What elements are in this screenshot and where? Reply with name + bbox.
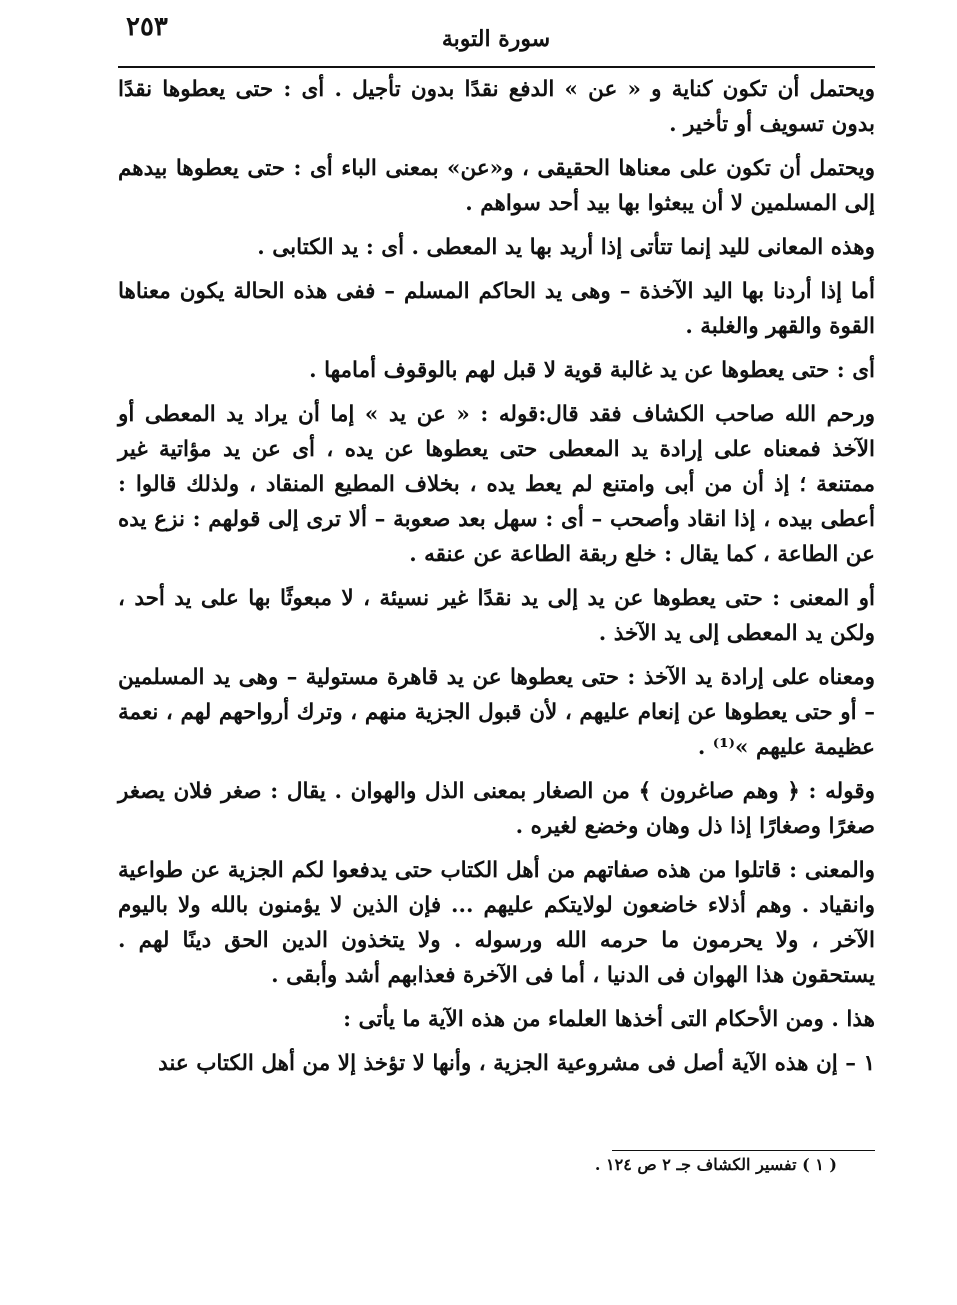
paragraph: ورحم الله صاحب الكشاف فقد قال:قوله : « عن يد » إما أن يراد يد المعطى أو الآخذ فمعناه على إرادة يد المعطى حتى يعطوها عن يده ، أى عن يد مؤاتية غير ممتنعة ؛ إذ أن من أبى وامتنع لم يعط يده ، بخلاف المطيع المنقاد ، ولذلك قالوا : أعطى بيده ، إذا انقاد وأصحب – أى : سهل بعد صعوبة – ألا ترى إلى قولهم : نزع يده عن الطاعة ، كما يقال : خلع ربقة الطاعة عن عنقه . <box>118 402 875 567</box>
paragraph: ١ – إن هذه الآية أصل فى مشروعية الجزية ، وأنها لا تؤخذ إلا من أهل الكتاب عند <box>158 1051 875 1076</box>
paragraph: ويحتمل أن تكون كناية و « عن » الدفع نقدًا بدون تأجيل . أى : حتى يعطوها نقدًا بدون تسويف أو تأخير . <box>118 77 875 137</box>
paragraph: هذا . ومن الأحكام التى أخذها العلماء من هذه الآية ما يأتى : <box>343 1007 875 1032</box>
footnote: ( ١ ) تفسير الكشاف جـ ٢ ص ١٢٤ . <box>594 1155 837 1174</box>
paragraph: أما إذا أردنا بها اليد الآخذة – وهى يد الحاكم المسلم – ففى هذه الحالة يكون معناها القوة والقهر والغلبة . <box>118 279 875 339</box>
body-text <box>118 72 875 1090</box>
paragraph: وهذه المعانى لليد إنما تتأتى إذا أريد بها يد المعطى . أى : يد الكتابى . <box>257 235 875 260</box>
paragraph: والمعنى : قاتلوا من هذه صفاتهم من أهل الكتاب حتى يدفعوا لكم الجزية عن طواعية وانقياد . وهم أذلاء خاضعون لولايتكم عليهم ... فإن الذين لا يؤمنون بالله ولا باليوم الآخر ، ولا يحرمون ما حرمه الله ورسوله . ولا يتخذون الدين الحق دينًا لهم . يستحقون هذا الهوان فى الدنيا ، أما فى الآخرة فعذابهم أشد وأبقى . <box>118 858 875 988</box>
footnote-divider <box>612 1150 875 1151</box>
header-divider <box>118 66 875 68</box>
page-number: ٢٥٣ <box>126 12 168 42</box>
paragraph: وقوله : ﴿ وهم صاغرون ﴾ من الصغار بمعنى الذل والهوان . يقال : صغر فلان يصغر صغرًا وصغارًا إذا ذل وهان وخضع لغيره . <box>118 779 875 839</box>
paragraph: أى : حتى يعطوها عن يد غالبة قوية لا قبل لهم بالوقوف أمامها . <box>309 358 875 383</box>
paragraph: أو المعنى : حتى يعطوها عن يد إلى يد نقدًا غير نسيئة ، لا مبعوثًا بها على يد أحد ، ولكن يد المعطى إلى يد الآخذ . <box>118 586 875 646</box>
paragraph: ومعناه على إرادة يد الآخذ : حتى يعطوها عن يد قاهرة مستولية – وهى يد المسلمين – أو حتى يعطوها عن إنعام عليهم ، لأن قبول الجزية منهم ، وترك أرواحهم لهم ، نعمة عظيمة عليهم »⁽¹⁾ . <box>118 665 875 760</box>
page-header <box>120 8 872 60</box>
paragraph: ويحتمل أن تكون على معناها الحقيقى ، و«عن» بمعنى الباء أى : حتى يعطوها بيدهم إلى المسلمين لا أن يبعثوا بها بيد أحد سواهم . <box>118 156 875 216</box>
surah-title: سورة التوبة <box>441 26 551 52</box>
